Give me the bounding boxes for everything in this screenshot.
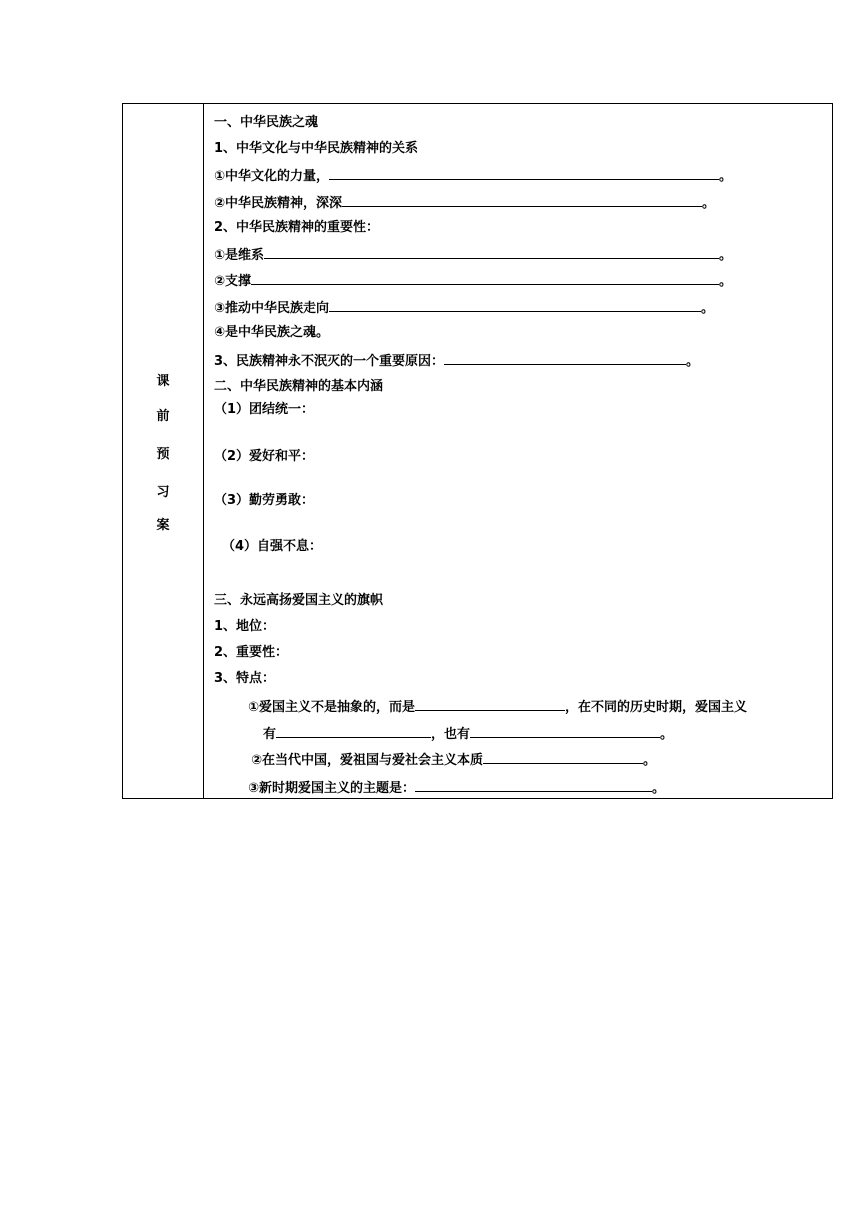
- worksheet-table: [122, 103, 833, 799]
- period: 。: [719, 248, 733, 263]
- side-label-char: 前: [156, 409, 170, 424]
- period: 。: [643, 753, 657, 768]
- fill-in-line: [214, 352, 832, 370]
- prompt-text: ②中华民族精神，深深: [214, 196, 343, 211]
- prompt-text: ③推动中华民族走向: [214, 301, 330, 316]
- answer-blank[interactable]: [415, 779, 652, 792]
- side-label-column: [123, 104, 203, 798]
- prompt-text: ①中华文化的力量，: [214, 169, 330, 184]
- list-item: 2、重要性：: [214, 645, 289, 660]
- answer-blank[interactable]: [483, 751, 643, 764]
- answer-blank[interactable]: [251, 272, 719, 285]
- prompt-text: ，也有: [431, 727, 471, 742]
- fill-in-line: [214, 246, 832, 264]
- section-title: 一、中华民族之魂: [214, 115, 319, 130]
- period: 。: [702, 196, 716, 211]
- side-label-char: 课: [156, 374, 170, 389]
- prompt-text: ②支撑: [214, 274, 252, 289]
- question: 2、中华民族精神的重要性：: [214, 220, 380, 235]
- section-title: 二、中华民族精神的基本内涵: [214, 379, 384, 394]
- list-item: 3、特点：: [214, 671, 276, 686]
- side-label-char: 案: [156, 518, 170, 533]
- content-column: [204, 104, 832, 798]
- prompt-text: ③新时期爱国主义的主题是：: [248, 781, 416, 796]
- prompt-text: ①爱国主义不是抽象的，而是: [248, 700, 416, 715]
- statement: ④是中华民族之魂。: [214, 325, 330, 340]
- period: 。: [652, 781, 666, 796]
- prompt-text: 3、民族精神永不泯灭的一个重要原因：: [214, 354, 445, 369]
- period: 。: [660, 727, 674, 742]
- answer-blank[interactable]: [342, 194, 702, 207]
- fill-in-line: [214, 272, 832, 290]
- prompt-text: ，在不同的历史时期，爱国主义: [565, 700, 748, 715]
- side-label-char: 习: [156, 485, 170, 500]
- fill-in-line: [248, 779, 832, 797]
- section-title: 三、永远高扬爱国主义的旗帜: [214, 593, 384, 608]
- answer-blank[interactable]: [329, 299, 701, 312]
- answer-blank[interactable]: [415, 698, 565, 711]
- fill-in-line: [263, 725, 832, 743]
- answer-blank[interactable]: [329, 167, 719, 180]
- list-item: （4）自强不息：: [222, 539, 323, 554]
- period: 。: [701, 301, 715, 316]
- period: 。: [719, 169, 733, 184]
- prompt-text: ①是维系: [214, 248, 265, 263]
- answer-blank[interactable]: [444, 352, 686, 365]
- fill-in-line: [214, 194, 832, 212]
- list-item: 1、地位：: [214, 619, 276, 634]
- fill-in-line: [248, 698, 832, 716]
- side-label-char: 预: [156, 447, 170, 462]
- prompt-text: ②在当代中国，爱祖国与爱社会主义本质: [251, 753, 484, 768]
- period: 。: [719, 274, 733, 289]
- answer-blank[interactable]: [276, 725, 431, 738]
- fill-in-line: [214, 299, 832, 317]
- fill-in-line: [214, 167, 832, 185]
- list-item: （3）勤劳勇敢：: [214, 493, 315, 508]
- prompt-text: 有: [263, 727, 277, 742]
- fill-in-line: [251, 751, 832, 769]
- list-item: （1）团结统一：: [214, 402, 315, 417]
- answer-blank[interactable]: [470, 725, 660, 738]
- period: 。: [686, 354, 700, 369]
- list-item: （2）爱好和平：: [214, 449, 315, 464]
- answer-blank[interactable]: [264, 246, 719, 259]
- question: 1、中华文化与中华民族精神的关系: [214, 141, 419, 156]
